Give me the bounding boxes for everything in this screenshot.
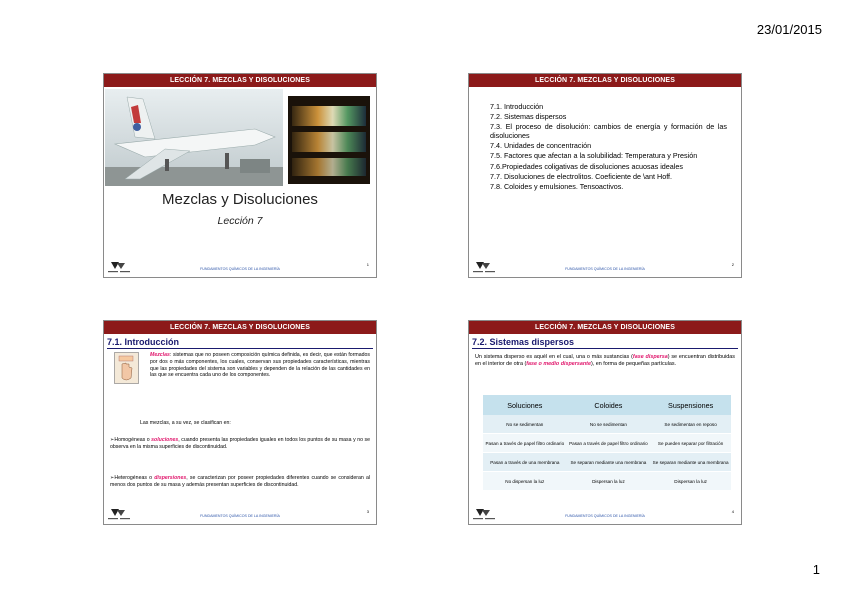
toc-item: 7.2. Sistemas dispersos	[490, 112, 567, 122]
toc-item: 7.7. Disoluciones de electrolitos. Coeficiente de \ant Hoff.	[490, 171, 673, 181]
slide-number: 3	[366, 509, 369, 514]
table-cell: Dispersan la luz	[567, 472, 651, 491]
comparison-table	[483, 395, 731, 491]
toc-item: 7.1. Introducción	[490, 102, 544, 111]
column-header: Coloides	[567, 395, 651, 415]
table-cell: Pasan a través de una membrana	[483, 453, 567, 472]
table-cell: Pasan a través de papel filtro ordinario	[483, 434, 567, 453]
table-cell: Se sedimentan en reposo	[650, 415, 731, 434]
hand-writing-icon	[114, 352, 139, 384]
section-heading: 7.1. Introducción	[107, 337, 180, 347]
table-row	[483, 415, 731, 434]
table-of-contents	[490, 103, 727, 193]
heterogeneous-bullet: ➢Heterogéneas o dispersiones, se caracterizan por poseer propiedades diferentes cuando se consideran al menos dos puntos de su masa y además presentan superficies de discontinuidad.	[110, 475, 370, 488]
slide-banner: LECCIÓN 7. MEZCLAS Y DISOLUCIONES	[104, 74, 376, 87]
slide-2[interactable]	[468, 73, 742, 278]
slide-footer: FUNDAMENTOS QUÍMICOS DE LA INGENIERÍA	[200, 514, 280, 518]
slide-number: 1	[366, 262, 369, 267]
slide-banner: LECCIÓN 7. MEZCLAS Y DISOLUCIONES	[469, 321, 741, 334]
table-row	[483, 472, 731, 491]
airplane-photo	[105, 89, 283, 186]
table-cell: Se separan mediante una membrana	[650, 453, 731, 472]
slide-banner: LECCIÓN 7. MEZCLAS Y DISOLUCIONES	[104, 321, 376, 334]
header-date: 23/01/2015	[756, 22, 822, 37]
slide-footer: FUNDAMENTOS QUÍMICOS DE LA INGENIERÍA	[565, 514, 645, 518]
slide-footer: FUNDAMENTOS QUÍMICOS DE LA INGENIERÍA	[200, 267, 280, 271]
toc-item: 7.3. El proceso de disolución: cambios de energía y formación de las disoluciones	[490, 122, 727, 140]
table-cell: Se separan mediante una membrana	[567, 453, 651, 472]
intro-paragraph: Mezclas: sistemas que no poseen composición química definida, es decir, que están formados por dos o más componentes, los cuales, conservan sus propiedades características, mientras que las propiedades del sistema son variables y dependen de la relación de las cantidades en las que se encuentra cada uno de los componentes.	[150, 352, 370, 379]
heading-underline	[107, 348, 373, 349]
table-row	[483, 453, 731, 472]
column-header: Suspensiones	[650, 395, 731, 415]
slide-4[interactable]	[468, 320, 742, 525]
toc-item: 7.6.Propiedades coligativas de disoluciones acuosas ideales	[490, 161, 683, 171]
keyword-fase-dispersante: fase o medio dispersante	[526, 361, 591, 367]
slide-3[interactable]	[103, 320, 377, 525]
dispersed-system-definition: Un sistema disperso es aquél en el cual, una o más sustancias (fase dispersa) se encuentran distribuidas en el interior de otra (fase o medio dispersante), en forma de pequeñas partículas.	[475, 354, 735, 367]
slide-number: 4	[731, 509, 734, 514]
slide-title: Mezclas y Disoluciones	[162, 191, 318, 208]
table-cell: No se sedimentan	[483, 415, 567, 434]
slide-1[interactable]	[103, 73, 377, 278]
table-cell: Dispersan la luz	[650, 472, 731, 491]
table-cell: No se sedimentan	[567, 415, 651, 434]
keyword-soluciones: soluciones	[151, 437, 179, 443]
slide-number: 2	[731, 262, 734, 267]
table-row	[483, 434, 731, 453]
toc-item: 7.8. Coloides y emulsiones. Tensoactivos.	[490, 181, 624, 191]
keyword-dispersiones: dispersiones	[154, 475, 187, 481]
section-heading: 7.2. Sistemas dispersos	[472, 337, 575, 347]
homogeneous-bullet: ➢Homogéneas o soluciones, cuando presenta las propiedades iguales en todos los puntos de su masa y no se observa en la misma superficies de discontinuidad.	[110, 437, 370, 450]
table-cell: No dispersan la luz	[483, 472, 567, 491]
keyword-mezclas: Mezclas	[150, 352, 170, 358]
toc-item: 7.5. Factores que afectan a la solubilidad: Temperatura y Presión	[490, 151, 698, 161]
keyword-fase-dispersa: fase dispersa	[632, 354, 668, 360]
table-cell: Pasan a través de papel filtro ordinario	[567, 434, 651, 453]
spectrum-photo	[288, 96, 370, 184]
column-header: Soluciones	[483, 395, 567, 415]
table-header-row	[483, 395, 731, 415]
toc-item: 7.4. Unidades de concentración	[490, 141, 592, 151]
heading-underline	[472, 348, 738, 349]
slide-subtitle: Lección 7	[217, 215, 263, 227]
table-cell: Se pueden separar por filtración	[650, 434, 731, 453]
page-number: 1	[812, 562, 820, 577]
slide-footer: FUNDAMENTOS QUÍMICOS DE LA INGENIERÍA	[565, 267, 645, 271]
slide-banner: LECCIÓN 7. MEZCLAS Y DISOLUCIONES	[469, 74, 741, 87]
classification-text: Las mezclas, a su vez, se clasifican en:	[140, 420, 231, 426]
